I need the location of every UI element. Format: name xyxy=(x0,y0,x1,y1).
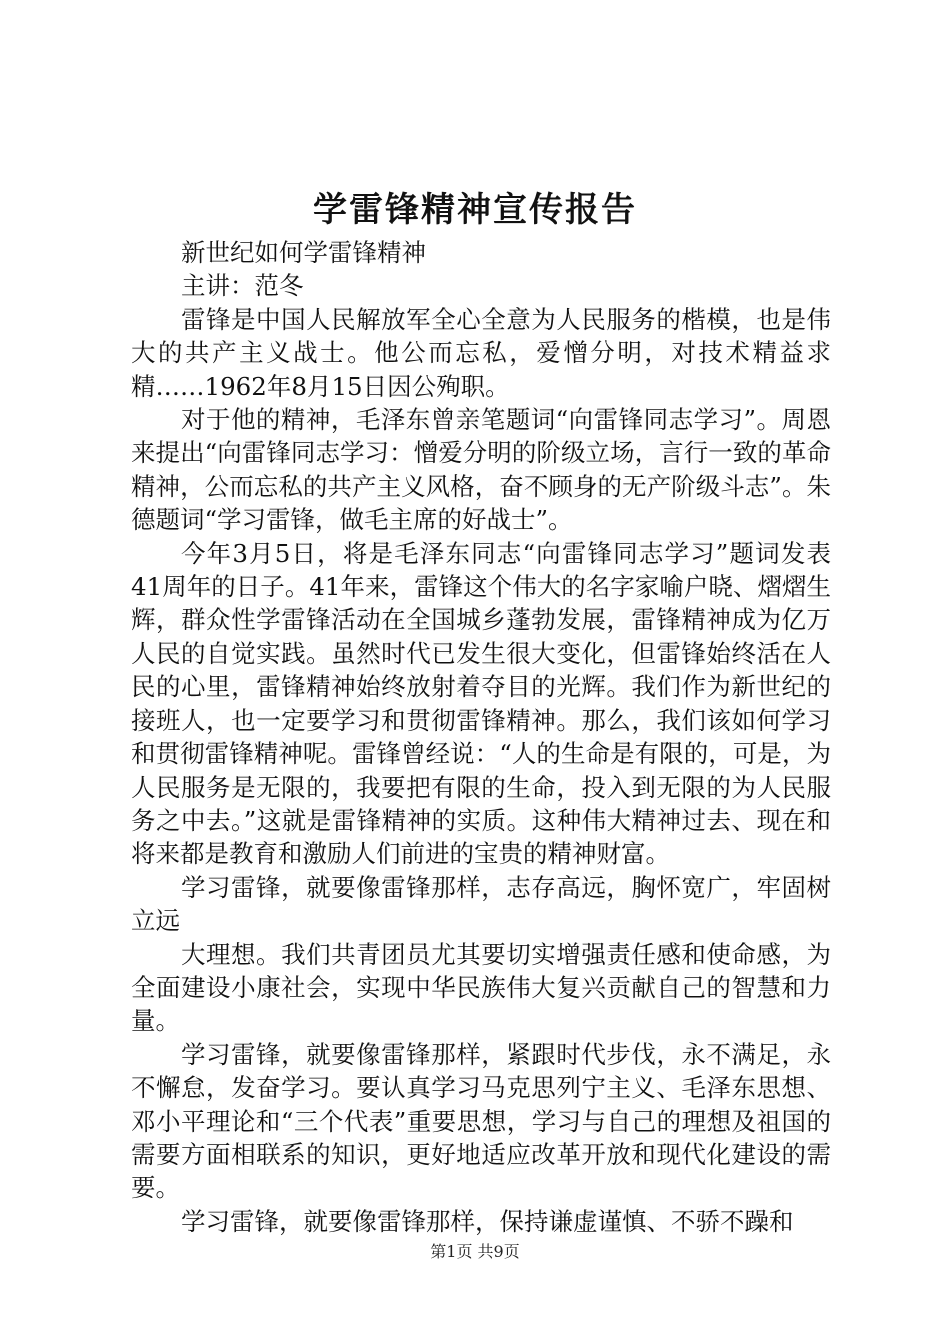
body-paragraph: 大理想。我们共青团员尤其要切实增强责任感和使命感，为全面建设小康社会，实现中华民族伟大复兴贡献自己的智慧和力量。 xyxy=(131,939,831,1036)
body-paragraph: 雷锋是中国人民解放军全心全意为人民服务的楷模，也是伟大的共产主义战士。他公而忘私，爱憎分明，对技术精益求精……1962年8月15日因公殉职。 xyxy=(131,304,831,401)
body-paragraph: 今年3月5日，将是毛泽东同志“向雷锋同志学习”题词发表41周年的日子。41年来，雷锋这个伟大的名字家喻户晓、熠熠生辉，群众性学雷锋活动在全国城乡蓬勃发展，雷锋精神成为亿万人民的自觉实践。虽然时代已发生很大变化，但雷锋始终活在人民的心里，雷锋精神始终放射着夺目的光辉。我们作为新世纪的接班人，也一定要学习和贯彻雷锋精神。那么，我们该如何学习和贯彻雷锋精神呢。雷锋曾经说：“人的生命是有限的，可是，为人民服务是无限的，我要把有限的生命，投入到无限的为人民服务之中去。”这就是雷锋精神的实质。这种伟大精神过去、现在和将来都是教育和激励人们前进的宝贵的精神财富。 xyxy=(131,538,831,869)
subtitle-line: 新世纪如何学雷锋精神 xyxy=(181,238,426,267)
body-paragraph: 学习雷锋，就要像雷锋那样，志存高远，胸怀宽广，牢固树立远 xyxy=(131,872,831,936)
document-body xyxy=(131,236,831,1238)
page-footer: 第1页 共9页 xyxy=(430,1242,520,1261)
document-title: 学雷锋精神宣传报告 xyxy=(313,190,637,230)
speaker-line: 主讲：范冬 xyxy=(181,271,304,301)
body-paragraph: 学习雷锋，就要像雷锋那样，紧跟时代步伐，永不满足，永不懈怠，发奋学习。要认真学习马克思列宁主义、毛泽东思想、邓小平理论和“三个代表”重要思想，学习与自己的理想及祖国的需要方面相联系的知识，更好地适应改革开放和现代化建设的需要。 xyxy=(131,1039,831,1203)
body-paragraph: 学习雷锋，就要像雷锋那样，保持谦虚谨慎、不骄不躁和 xyxy=(181,1206,794,1236)
body-paragraph: 对于他的精神，毛泽东曾亲笔题词“向雷锋同志学习”。周恩来提出“向雷锋同志学习：憎爱分明的阶级立场，言行一致的革命精神，公而忘私的共产主义风格，奋不顾身的无产阶级斗志”。朱德题词“学习雷锋，做毛主席的好战士”。 xyxy=(131,405,831,535)
